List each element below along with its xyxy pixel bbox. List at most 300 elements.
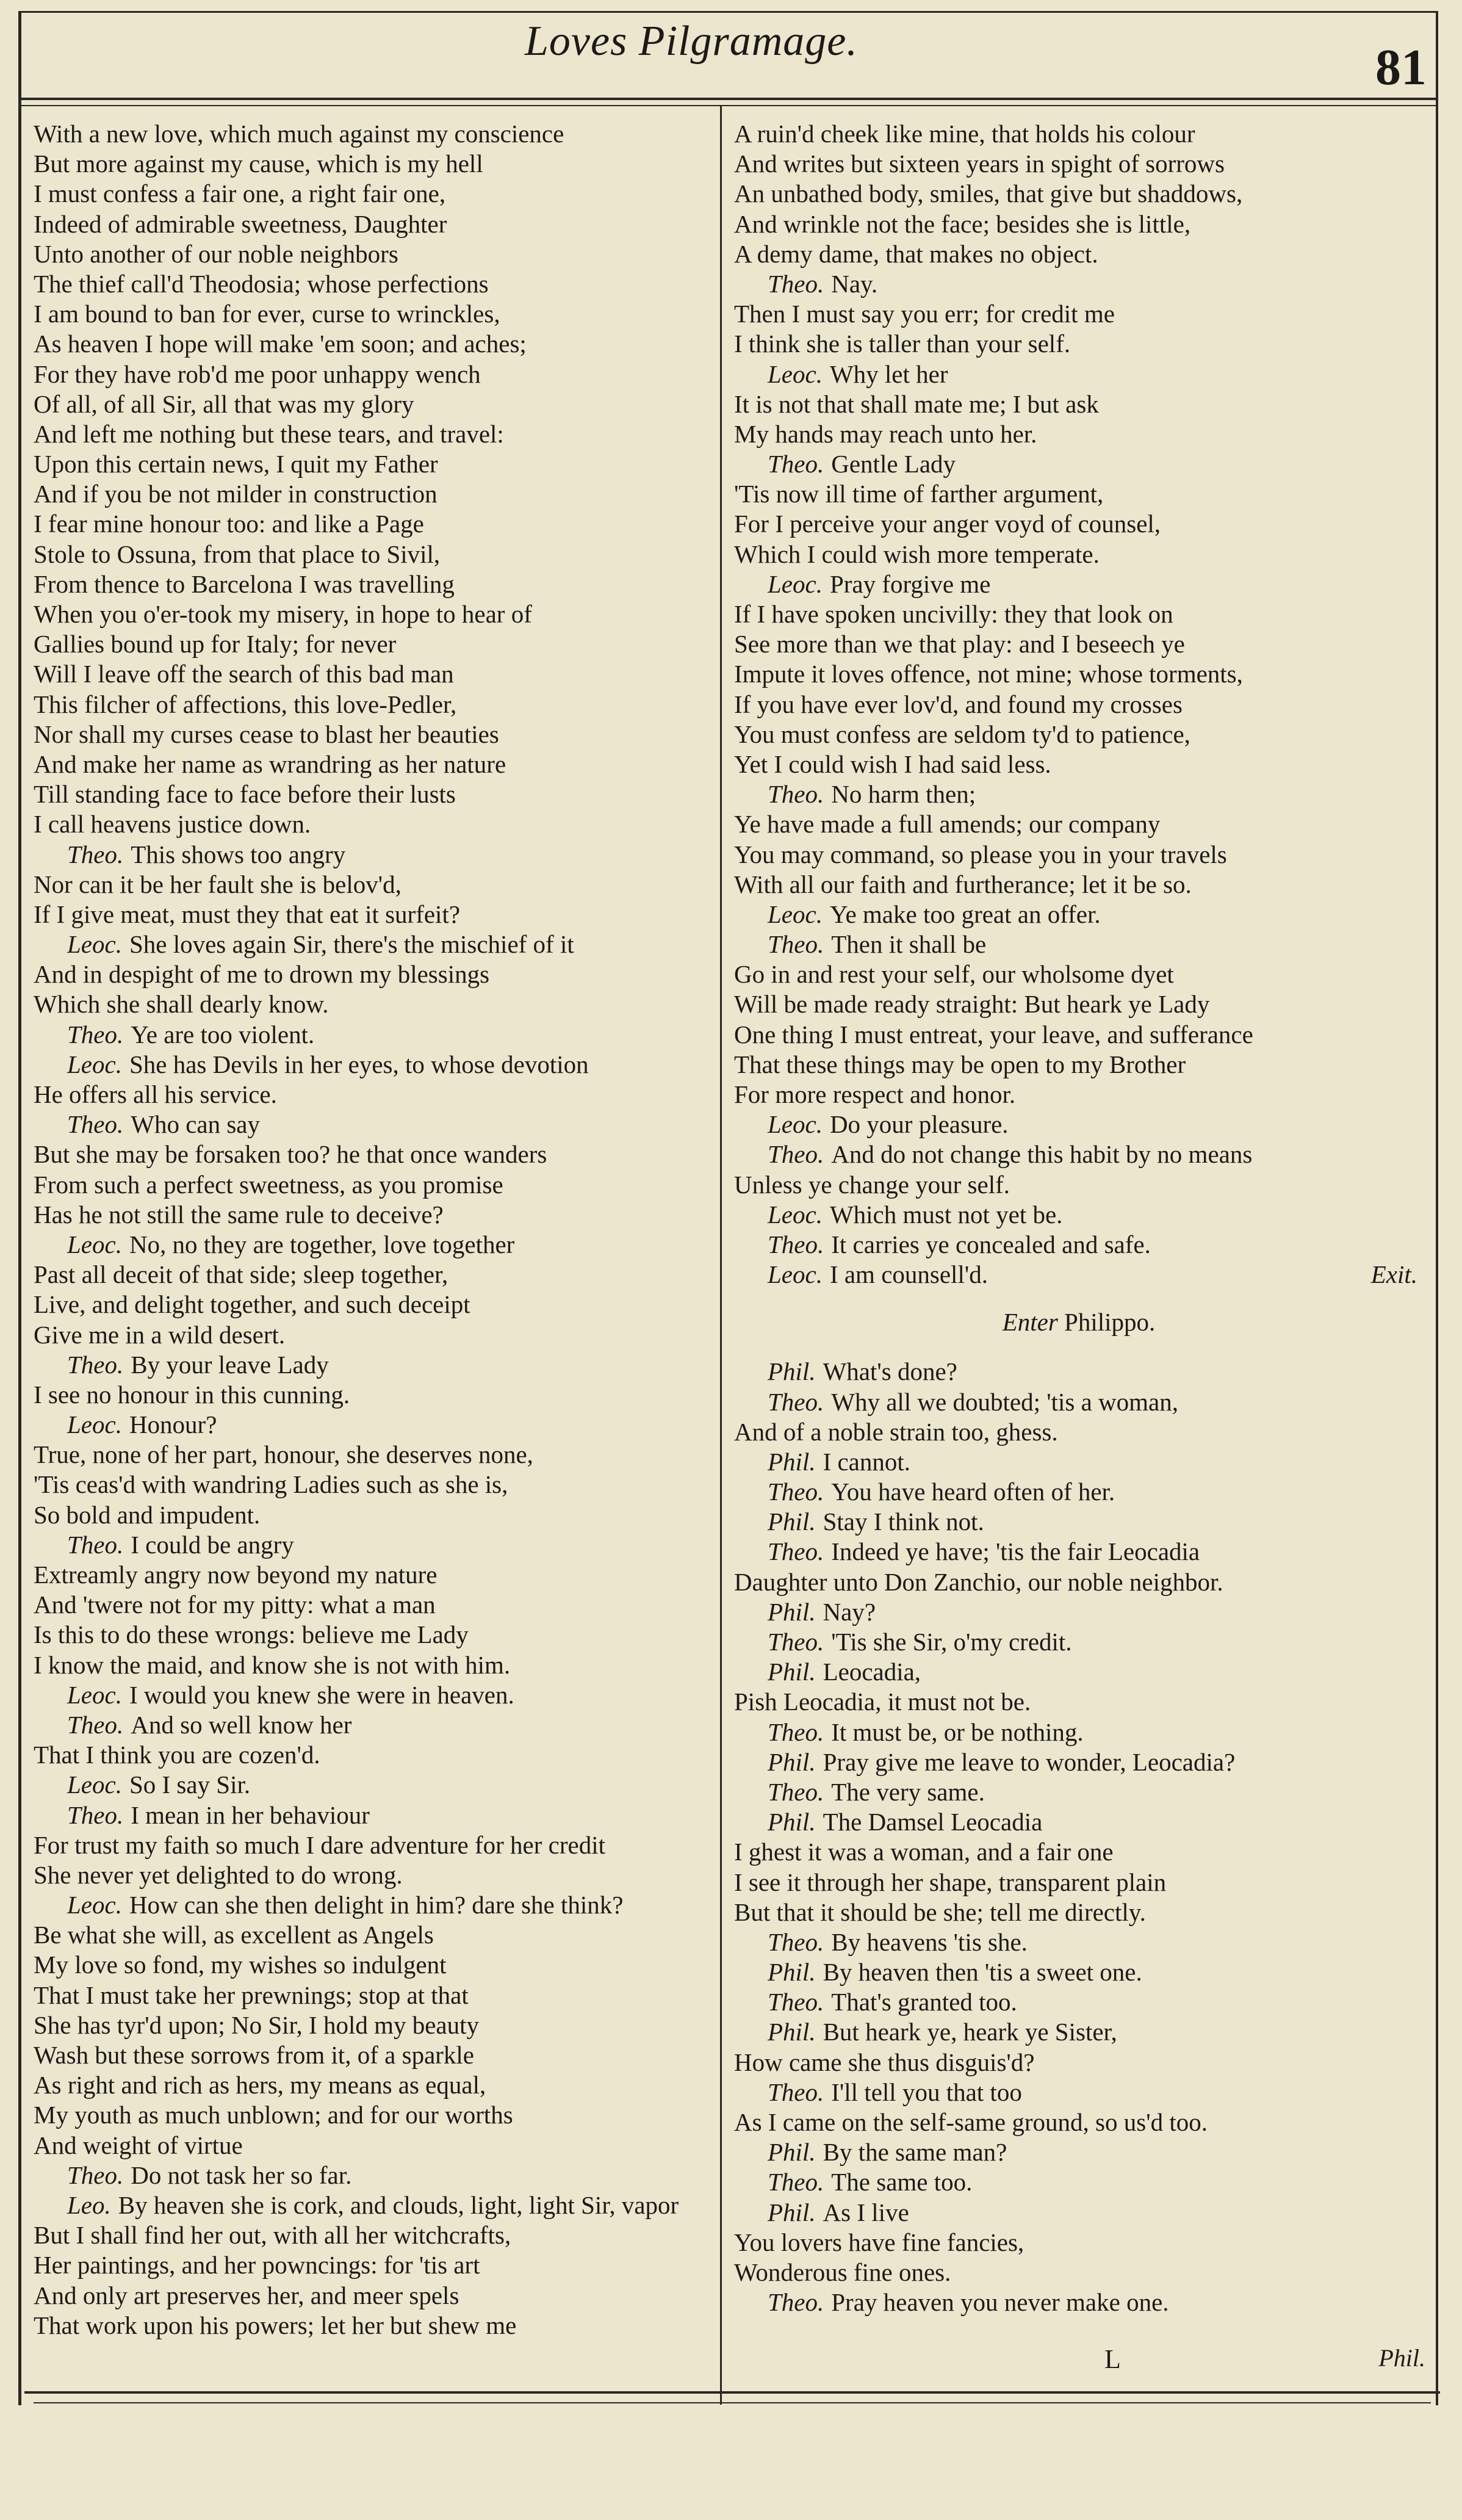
line-text: And left me nothing but these tears, and travel: bbox=[34, 419, 504, 448]
verse-line bbox=[734, 1837, 1424, 1867]
line-text: And weight of virtue bbox=[34, 2131, 243, 2159]
verse-line bbox=[734, 1987, 1424, 2017]
speaker-name: Theo. bbox=[67, 1710, 124, 1739]
line-text: Past all deceit of that side; sleep together, bbox=[34, 1260, 448, 1289]
line-text: Indeed ye have; 'tis the fair Leocadia bbox=[831, 1537, 1200, 1566]
speaker-name: Theo. bbox=[67, 1530, 124, 1559]
verse-line bbox=[34, 149, 711, 179]
verse-line bbox=[34, 1500, 711, 1530]
verse-line bbox=[734, 779, 1424, 809]
speaker-name: Leoc. bbox=[67, 1050, 122, 1078]
line-text: That I must take her prewnings; stop at that bbox=[34, 1980, 469, 2009]
speaker-name: Theo. bbox=[768, 1387, 824, 1416]
speaker-name: Leoc. bbox=[768, 1260, 823, 1289]
catchword: Phil. bbox=[1378, 2344, 1425, 2372]
line-text: Live, and delight together, and such deceipt bbox=[34, 1290, 470, 1319]
verse-line bbox=[734, 1507, 1424, 1537]
speaker-name: Phil. bbox=[768, 1507, 816, 1536]
line-text: How came she thus disguis'd? bbox=[734, 2048, 1035, 2076]
line-text: If you have ever lov'd, and found my crosses bbox=[734, 690, 1183, 718]
speaker-name: Theo. bbox=[768, 1230, 824, 1258]
line-text: By the same man? bbox=[823, 2138, 1007, 2167]
line-text: My hands may reach unto her. bbox=[734, 419, 1037, 448]
line-text: By your leave Lady bbox=[131, 1350, 329, 1379]
verse-line bbox=[34, 509, 711, 539]
verse-line bbox=[734, 569, 1424, 599]
line-text: Why let her bbox=[829, 359, 948, 388]
speaker-name: Phil. bbox=[768, 1597, 816, 1626]
speaker-name: Theo. bbox=[67, 1800, 124, 1829]
verse-line bbox=[34, 1530, 711, 1560]
verse-line bbox=[34, 2281, 711, 2311]
speaker-name: Leoc. bbox=[768, 1200, 823, 1229]
verse-line bbox=[34, 1740, 711, 1770]
verse-line bbox=[34, 2070, 711, 2100]
line-text: One thing I must entreat, your leave, and sufferance bbox=[734, 1020, 1253, 1049]
verse-line bbox=[34, 1440, 711, 1470]
verse-line bbox=[734, 1717, 1424, 1747]
verse-line bbox=[34, 1590, 711, 1620]
verse-line bbox=[734, 1417, 1424, 1447]
line-text: Ye are too violent. bbox=[131, 1020, 315, 1049]
verse-line bbox=[34, 1139, 711, 1169]
line-text: With a new love, which much against my conscience bbox=[34, 120, 564, 148]
verse-line bbox=[734, 2078, 1424, 2107]
verse-line bbox=[734, 419, 1424, 449]
line-text: I call heavens justice down. bbox=[34, 810, 311, 839]
verse-line bbox=[734, 1447, 1424, 1477]
verse-line bbox=[34, 1170, 711, 1200]
verse-line bbox=[734, 2198, 1424, 2228]
verse-line bbox=[34, 479, 711, 509]
exit-direction: Exit. bbox=[1370, 1260, 1417, 1289]
line-text: You may command, so please you in your travels bbox=[734, 840, 1227, 868]
verse-line bbox=[734, 2287, 1424, 2317]
running-title: Loves Pilgramage. bbox=[525, 18, 858, 65]
page-number: 81 bbox=[1375, 39, 1427, 96]
line-text: Who can say bbox=[131, 1110, 260, 1139]
line-text: No, no they are together, love together bbox=[129, 1230, 515, 1258]
speaker-name: Leoc. bbox=[768, 569, 823, 598]
verse-line bbox=[34, 720, 711, 749]
line-text: This filcher of affections, this love-Pedler, bbox=[34, 690, 457, 718]
speaker-name: Theo. bbox=[768, 1478, 824, 1506]
speaker-name: Leoc. bbox=[768, 900, 823, 928]
line-text: The same too. bbox=[831, 2168, 973, 2197]
verse-line bbox=[734, 329, 1424, 359]
verse-line bbox=[34, 659, 711, 689]
line-text: So I say Sir. bbox=[129, 1771, 251, 1799]
line-text: If I give meat, must they that eat it surfeit? bbox=[34, 900, 461, 928]
line-text: By heaven she is cork, and clouds, light, light Sir, vapor bbox=[118, 2190, 679, 2219]
verse-line bbox=[734, 900, 1424, 930]
line-text: 'Tis now ill time of farther argument, bbox=[734, 480, 1104, 508]
line-text: Leocadia, bbox=[823, 1658, 921, 1686]
speaker-name: Theo. bbox=[768, 2078, 824, 2106]
line-text: Upon this certain news, I quit my Father bbox=[34, 450, 438, 478]
speaker-name: Theo. bbox=[768, 930, 824, 959]
line-text: And writes but sixteen years in spight of sorrows bbox=[734, 150, 1225, 178]
line-text: True, none of her part, honour, she deserves none, bbox=[34, 1440, 533, 1469]
verse-line bbox=[34, 959, 711, 989]
line-text: That's granted too. bbox=[831, 1988, 1017, 2016]
line-text: She has Devils in her eyes, to whose devotion bbox=[129, 1050, 589, 1078]
speaker-name: Theo. bbox=[768, 1628, 824, 1656]
verse-line bbox=[34, 809, 711, 839]
verse-line bbox=[734, 1110, 1424, 1139]
signature-mark: L bbox=[1104, 2344, 1121, 2374]
line-text: Nay. bbox=[831, 269, 878, 298]
line-text: You have heard often of her. bbox=[831, 1478, 1115, 1506]
verse-line bbox=[734, 540, 1424, 569]
line-text: I cannot. bbox=[823, 1447, 911, 1476]
line-text: Is this to do these wrongs: believe me Lady bbox=[34, 1620, 469, 1649]
verse-line bbox=[34, 1470, 711, 1500]
line-text: Yet I could wish I had said less. bbox=[734, 749, 1051, 778]
verse-line bbox=[34, 930, 711, 959]
verse-line bbox=[734, 1387, 1424, 1417]
line-text: So bold and impudent. bbox=[34, 1500, 261, 1529]
speaker-name: Leoc. bbox=[67, 1680, 122, 1709]
speaker-name: Phil. bbox=[768, 1747, 816, 1776]
verse-line bbox=[34, 1980, 711, 2010]
verse-line bbox=[734, 149, 1424, 179]
verse-line bbox=[34, 299, 711, 329]
speaker-name: Theo. bbox=[768, 1777, 824, 1806]
verse-line bbox=[34, 2161, 711, 2190]
verse-line bbox=[734, 239, 1424, 269]
verse-line bbox=[34, 1860, 711, 1890]
verse-line bbox=[34, 1230, 711, 1260]
speaker-name: Leoc. bbox=[67, 1771, 122, 1799]
verse-line bbox=[734, 1627, 1424, 1657]
line-text: Daughter unto Don Zanchio, our noble neighbor. bbox=[734, 1567, 1223, 1596]
line-text: Wash but these sorrows from it, of a sparkle bbox=[34, 2041, 475, 2069]
verse-line bbox=[734, 1807, 1424, 1837]
verse-line bbox=[34, 569, 711, 599]
speaker-name: Leoc. bbox=[768, 359, 823, 388]
verse-line bbox=[34, 1920, 711, 1950]
speaker-name: Theo. bbox=[67, 2161, 124, 2189]
speaker-name: Leoc. bbox=[67, 930, 122, 959]
footer-rule bbox=[24, 2391, 1440, 2394]
verse-line bbox=[34, 870, 711, 900]
verse-line bbox=[734, 1260, 1424, 1290]
line-text: For I perceive your anger voyd of counsel, bbox=[734, 510, 1161, 538]
line-text: An unbathed body, smiles, that give but shaddows, bbox=[734, 179, 1243, 208]
line-text: She never yet delighted to do wrong. bbox=[34, 1860, 403, 1889]
line-text: And 'twere not for my pitty: what a man bbox=[34, 1590, 436, 1619]
verse-line bbox=[734, 1657, 1424, 1687]
line-text: That these things may be open to my Brother bbox=[734, 1050, 1186, 1078]
line-text: Do not task her so far. bbox=[131, 2161, 352, 2189]
verse-line bbox=[734, 1927, 1424, 1957]
line-text: Gentle Lady bbox=[831, 450, 956, 478]
line-text: That I think you are cozen'd. bbox=[34, 1741, 320, 1769]
line-text: And if you be not milder in construction bbox=[34, 480, 438, 508]
verse-line bbox=[734, 2107, 1424, 2137]
line-text: I must confess a fair one, a right fair one, bbox=[34, 179, 446, 208]
verse-line bbox=[34, 749, 711, 779]
verse-line bbox=[734, 749, 1424, 779]
stage-direction-verb: Enter bbox=[1002, 1308, 1058, 1337]
verse-line bbox=[34, 2220, 711, 2250]
line-text: As I live bbox=[823, 2198, 909, 2226]
speaker-name: Phil. bbox=[768, 1958, 816, 1987]
speaker-name: Leoc. bbox=[67, 1891, 122, 1919]
line-text: She loves again Sir, there's the mischief of it bbox=[129, 930, 574, 959]
verse-line bbox=[734, 2228, 1424, 2258]
line-text: And do not change this habit by no means bbox=[831, 1140, 1253, 1169]
line-text: Unless ye change your self. bbox=[734, 1170, 1010, 1199]
line-text: Honour? bbox=[129, 1410, 217, 1439]
verse-line bbox=[734, 2048, 1424, 2078]
verse-line bbox=[34, 540, 711, 569]
line-text: But heark ye, heark ye Sister, bbox=[823, 2018, 1117, 2046]
left-column bbox=[34, 119, 711, 2341]
stage-direction-name: Philippo. bbox=[1064, 1308, 1156, 1337]
line-text: As heaven I hope will make 'em soon; and aches; bbox=[34, 330, 527, 358]
verse-line bbox=[34, 690, 711, 720]
verse-line bbox=[34, 269, 711, 299]
line-text: I fear mine honour too: and like a Page bbox=[34, 510, 424, 538]
stage-direction bbox=[734, 1301, 1424, 1343]
verse-line bbox=[734, 449, 1424, 479]
verse-line bbox=[734, 809, 1424, 839]
speaker-name: Theo. bbox=[768, 2168, 824, 2197]
verse-line bbox=[34, 1290, 711, 1320]
line-text: It is not that shall mate me; I but ask bbox=[734, 389, 1099, 418]
verse-line bbox=[734, 870, 1424, 900]
verse-line bbox=[734, 479, 1424, 509]
line-text: Will I leave off the search of this bad man bbox=[34, 660, 454, 688]
speaker-name: Leoc. bbox=[67, 1410, 122, 1439]
speaker-name: Phil. bbox=[768, 1357, 816, 1386]
header-rule-thin bbox=[21, 105, 1437, 106]
line-text: Will be made ready straight: But heark ye Lady bbox=[734, 990, 1210, 1019]
line-text: Then it shall be bbox=[831, 930, 987, 959]
line-text: With all our faith and furtherance; let it be so. bbox=[734, 870, 1192, 898]
line-text: For they have rob'd me poor unhappy wench bbox=[34, 359, 481, 388]
verse-line bbox=[34, 2190, 711, 2220]
line-text: I would you knew she were in heaven. bbox=[129, 1680, 514, 1709]
verse-line bbox=[734, 1080, 1424, 1110]
verse-line bbox=[34, 779, 711, 809]
line-text: But I shall find her out, with all her witchcrafts, bbox=[34, 2221, 511, 2250]
verse-line bbox=[734, 1230, 1424, 1260]
speaker-name: Theo. bbox=[768, 450, 824, 478]
line-text: Stole to Ossuna, from that place to Sivil, bbox=[34, 540, 441, 568]
verse-line bbox=[734, 209, 1424, 239]
verse-line bbox=[734, 1747, 1424, 1777]
line-text: But that it should be she; tell me directly. bbox=[734, 1897, 1146, 1926]
verse-line bbox=[34, 840, 711, 870]
speaker-name: Phil. bbox=[768, 1808, 816, 1836]
verse-line bbox=[734, 989, 1424, 1019]
line-text: From thence to Barcelona I was travelling bbox=[34, 569, 455, 598]
verse-line bbox=[734, 179, 1424, 209]
verse-line bbox=[734, 720, 1424, 749]
line-text: And only art preserves her, and meer spels bbox=[34, 2281, 459, 2309]
verse-line bbox=[734, 509, 1424, 539]
verse-line bbox=[34, 209, 711, 239]
speaker-name: Phil. bbox=[768, 1447, 816, 1476]
verse-line bbox=[34, 599, 711, 629]
line-text: No harm then; bbox=[831, 780, 976, 809]
speaker-name: Theo. bbox=[768, 269, 824, 298]
verse-line bbox=[734, 1597, 1424, 1627]
verse-line bbox=[34, 329, 711, 359]
verse-line bbox=[34, 1890, 711, 1920]
line-text: You lovers have fine fancies, bbox=[734, 2228, 1024, 2256]
line-text: Ye make too great an offer. bbox=[829, 900, 1101, 928]
speaker-name: Theo. bbox=[768, 1988, 824, 2016]
verse-line bbox=[34, 119, 711, 149]
line-text: Her paintings, and her powncings: for 'tis art bbox=[34, 2251, 480, 2280]
footer-rule-thin bbox=[34, 2402, 1431, 2403]
line-text: I see no honour in this cunning. bbox=[34, 1380, 350, 1409]
speaker-name: Theo. bbox=[67, 1110, 124, 1139]
verse-line bbox=[734, 840, 1424, 870]
verse-line bbox=[734, 1868, 1424, 1897]
line-text: Has he not still the same rule to deceive? bbox=[34, 1200, 444, 1229]
verse-line bbox=[34, 1950, 711, 1980]
line-text: Which I could wish more temperate. bbox=[734, 540, 1100, 568]
speaker-name: Theo. bbox=[67, 1020, 124, 1049]
verse-line bbox=[734, 690, 1424, 720]
line-text: And of a noble strain too, ghess. bbox=[734, 1417, 1058, 1446]
line-text: From such a perfect sweetness, as you promise bbox=[34, 1170, 503, 1199]
line-text: Wonderous fine ones. bbox=[734, 2258, 951, 2286]
line-text: That work upon his powers; let her but shew me bbox=[34, 2311, 517, 2339]
verse-line bbox=[34, 1260, 711, 1290]
verse-line bbox=[734, 2258, 1424, 2287]
line-text: Till standing face to face before their lusts bbox=[34, 780, 456, 809]
line-text: I am bound to ban for ever, curse to wrinckles, bbox=[34, 300, 500, 328]
line-text: I could be angry bbox=[131, 1530, 294, 1559]
line-text: As right and rich as hers, my means as equal, bbox=[34, 2071, 486, 2099]
verse-line bbox=[34, 1770, 711, 1800]
verse-line bbox=[734, 359, 1424, 389]
line-text: Pish Leocadia, it must not be. bbox=[734, 1688, 1031, 1716]
speaker-name: Theo. bbox=[67, 840, 124, 868]
line-text: For more respect and honor. bbox=[734, 1080, 1016, 1108]
verse-line bbox=[34, 1650, 711, 1680]
line-text: Give me in a wild desert. bbox=[34, 1320, 286, 1349]
verse-line bbox=[734, 299, 1424, 329]
verse-line bbox=[34, 2311, 711, 2341]
line-text: My youth as much unblown; and for our worths bbox=[34, 2101, 513, 2129]
line-text: I know the maid, and know she is not with him. bbox=[34, 1650, 511, 1679]
verse-line bbox=[734, 1897, 1424, 1927]
verse-line bbox=[734, 1687, 1424, 1717]
line-text: The Damsel Leocadia bbox=[823, 1808, 1043, 1836]
verse-line bbox=[34, 1410, 711, 1440]
verse-line bbox=[734, 269, 1424, 299]
line-text: Go in and rest your self, our wholsome dyet bbox=[734, 960, 1174, 989]
line-text: She has tyr'd upon; No Sir, I hold my beauty bbox=[34, 2010, 480, 2039]
line-text: A ruin'd cheek like mine, that holds his colour bbox=[734, 120, 1195, 148]
line-text: And so well know her bbox=[131, 1710, 352, 1739]
line-text: I mean in her behaviour bbox=[131, 1800, 370, 1829]
verse-line bbox=[34, 1200, 711, 1230]
speaker-name: Theo. bbox=[768, 1537, 824, 1566]
speaker-name: Theo. bbox=[768, 1927, 824, 1956]
verse-line bbox=[734, 1477, 1424, 1507]
line-text: He offers all his service. bbox=[34, 1080, 277, 1108]
speaker-name: Phil. bbox=[768, 2018, 816, 2046]
speaker-name: Theo. bbox=[768, 1717, 824, 1746]
verse-line bbox=[34, 1350, 711, 1380]
line-text: The thief call'd Theodosia; whose perfections bbox=[34, 269, 489, 298]
line-text: Gallies bound up for Italy; for never bbox=[34, 630, 397, 659]
verse-line bbox=[34, 1020, 711, 1050]
verse-line bbox=[734, 1200, 1424, 1230]
verse-line bbox=[34, 389, 711, 419]
speaker-name: Phil. bbox=[768, 2138, 816, 2167]
line-text: I ghest it was a woman, and a fair one bbox=[734, 1838, 1114, 1866]
line-text: Pray forgive me bbox=[829, 569, 991, 598]
line-text: See more than we that play: and I beseech ye bbox=[734, 630, 1185, 659]
speaker-name: Theo. bbox=[768, 1140, 824, 1169]
verse-line bbox=[34, 239, 711, 269]
verse-line bbox=[34, 2040, 711, 2070]
line-text: And wrinkle not the face; besides she is little, bbox=[734, 209, 1191, 238]
line-text: Nor shall my curses cease to blast her beauties bbox=[34, 720, 499, 748]
line-text: As I came on the self-same ground, so us'd too. bbox=[734, 2108, 1208, 2136]
line-text: My love so fond, my wishes so indulgent bbox=[34, 1951, 447, 1979]
right-column bbox=[734, 119, 1424, 2317]
line-text: The very same. bbox=[831, 1777, 985, 1806]
line-text: Which must not yet be. bbox=[829, 1200, 1063, 1229]
verse-line bbox=[34, 989, 711, 1019]
speaker-name: Phil. bbox=[768, 2198, 816, 2226]
line-text: I think she is taller than your self. bbox=[734, 330, 1071, 358]
line-text: Extreamly angry now beyond my nature bbox=[34, 1561, 438, 1589]
line-text: And in despight of me to drown my blessings bbox=[34, 960, 490, 989]
right-column-dialogue-b bbox=[734, 1357, 1424, 2317]
line-text: Nay? bbox=[823, 1597, 876, 1626]
line-text: It must be, or be nothing. bbox=[831, 1717, 1084, 1746]
speaker-name: Theo. bbox=[67, 1350, 124, 1379]
line-text: By heaven then 'tis a sweet one. bbox=[823, 1958, 1142, 1987]
verse-line bbox=[734, 1957, 1424, 1987]
line-text: I'll tell you that too bbox=[831, 2078, 1022, 2106]
verse-line bbox=[34, 1620, 711, 1650]
speaker-name: Leo. bbox=[67, 2190, 111, 2219]
verse-line bbox=[734, 1020, 1424, 1050]
verse-line bbox=[734, 1537, 1424, 1567]
line-text: Ye have made a full amends; our company bbox=[734, 810, 1161, 839]
line-text: I am counsell'd. bbox=[829, 1260, 988, 1289]
line-text: I see it through her shape, transparent plain bbox=[734, 1868, 1167, 1896]
line-text: Pray give me leave to wonder, Leocadia? bbox=[823, 1747, 1236, 1776]
line-text: Unto another of our noble neighbors bbox=[34, 239, 398, 268]
speaker-name: Leoc. bbox=[768, 1110, 823, 1139]
line-text: 'Tis ceas'd with wandring Ladies such as she is, bbox=[34, 1470, 508, 1499]
line-text: What's done? bbox=[823, 1357, 957, 1386]
verse-line bbox=[734, 599, 1424, 629]
verse-line bbox=[34, 2010, 711, 2040]
verse-line bbox=[734, 1050, 1424, 1080]
speaker-name: Leoc. bbox=[67, 1230, 122, 1258]
verse-line bbox=[34, 1560, 711, 1590]
speaker-name: Theo. bbox=[768, 2288, 824, 2317]
verse-line bbox=[34, 1680, 711, 1710]
verse-line bbox=[734, 1357, 1424, 1387]
line-text: When you o'er-took my misery, in hope to hear of bbox=[34, 600, 532, 628]
verse-line bbox=[34, 629, 711, 659]
